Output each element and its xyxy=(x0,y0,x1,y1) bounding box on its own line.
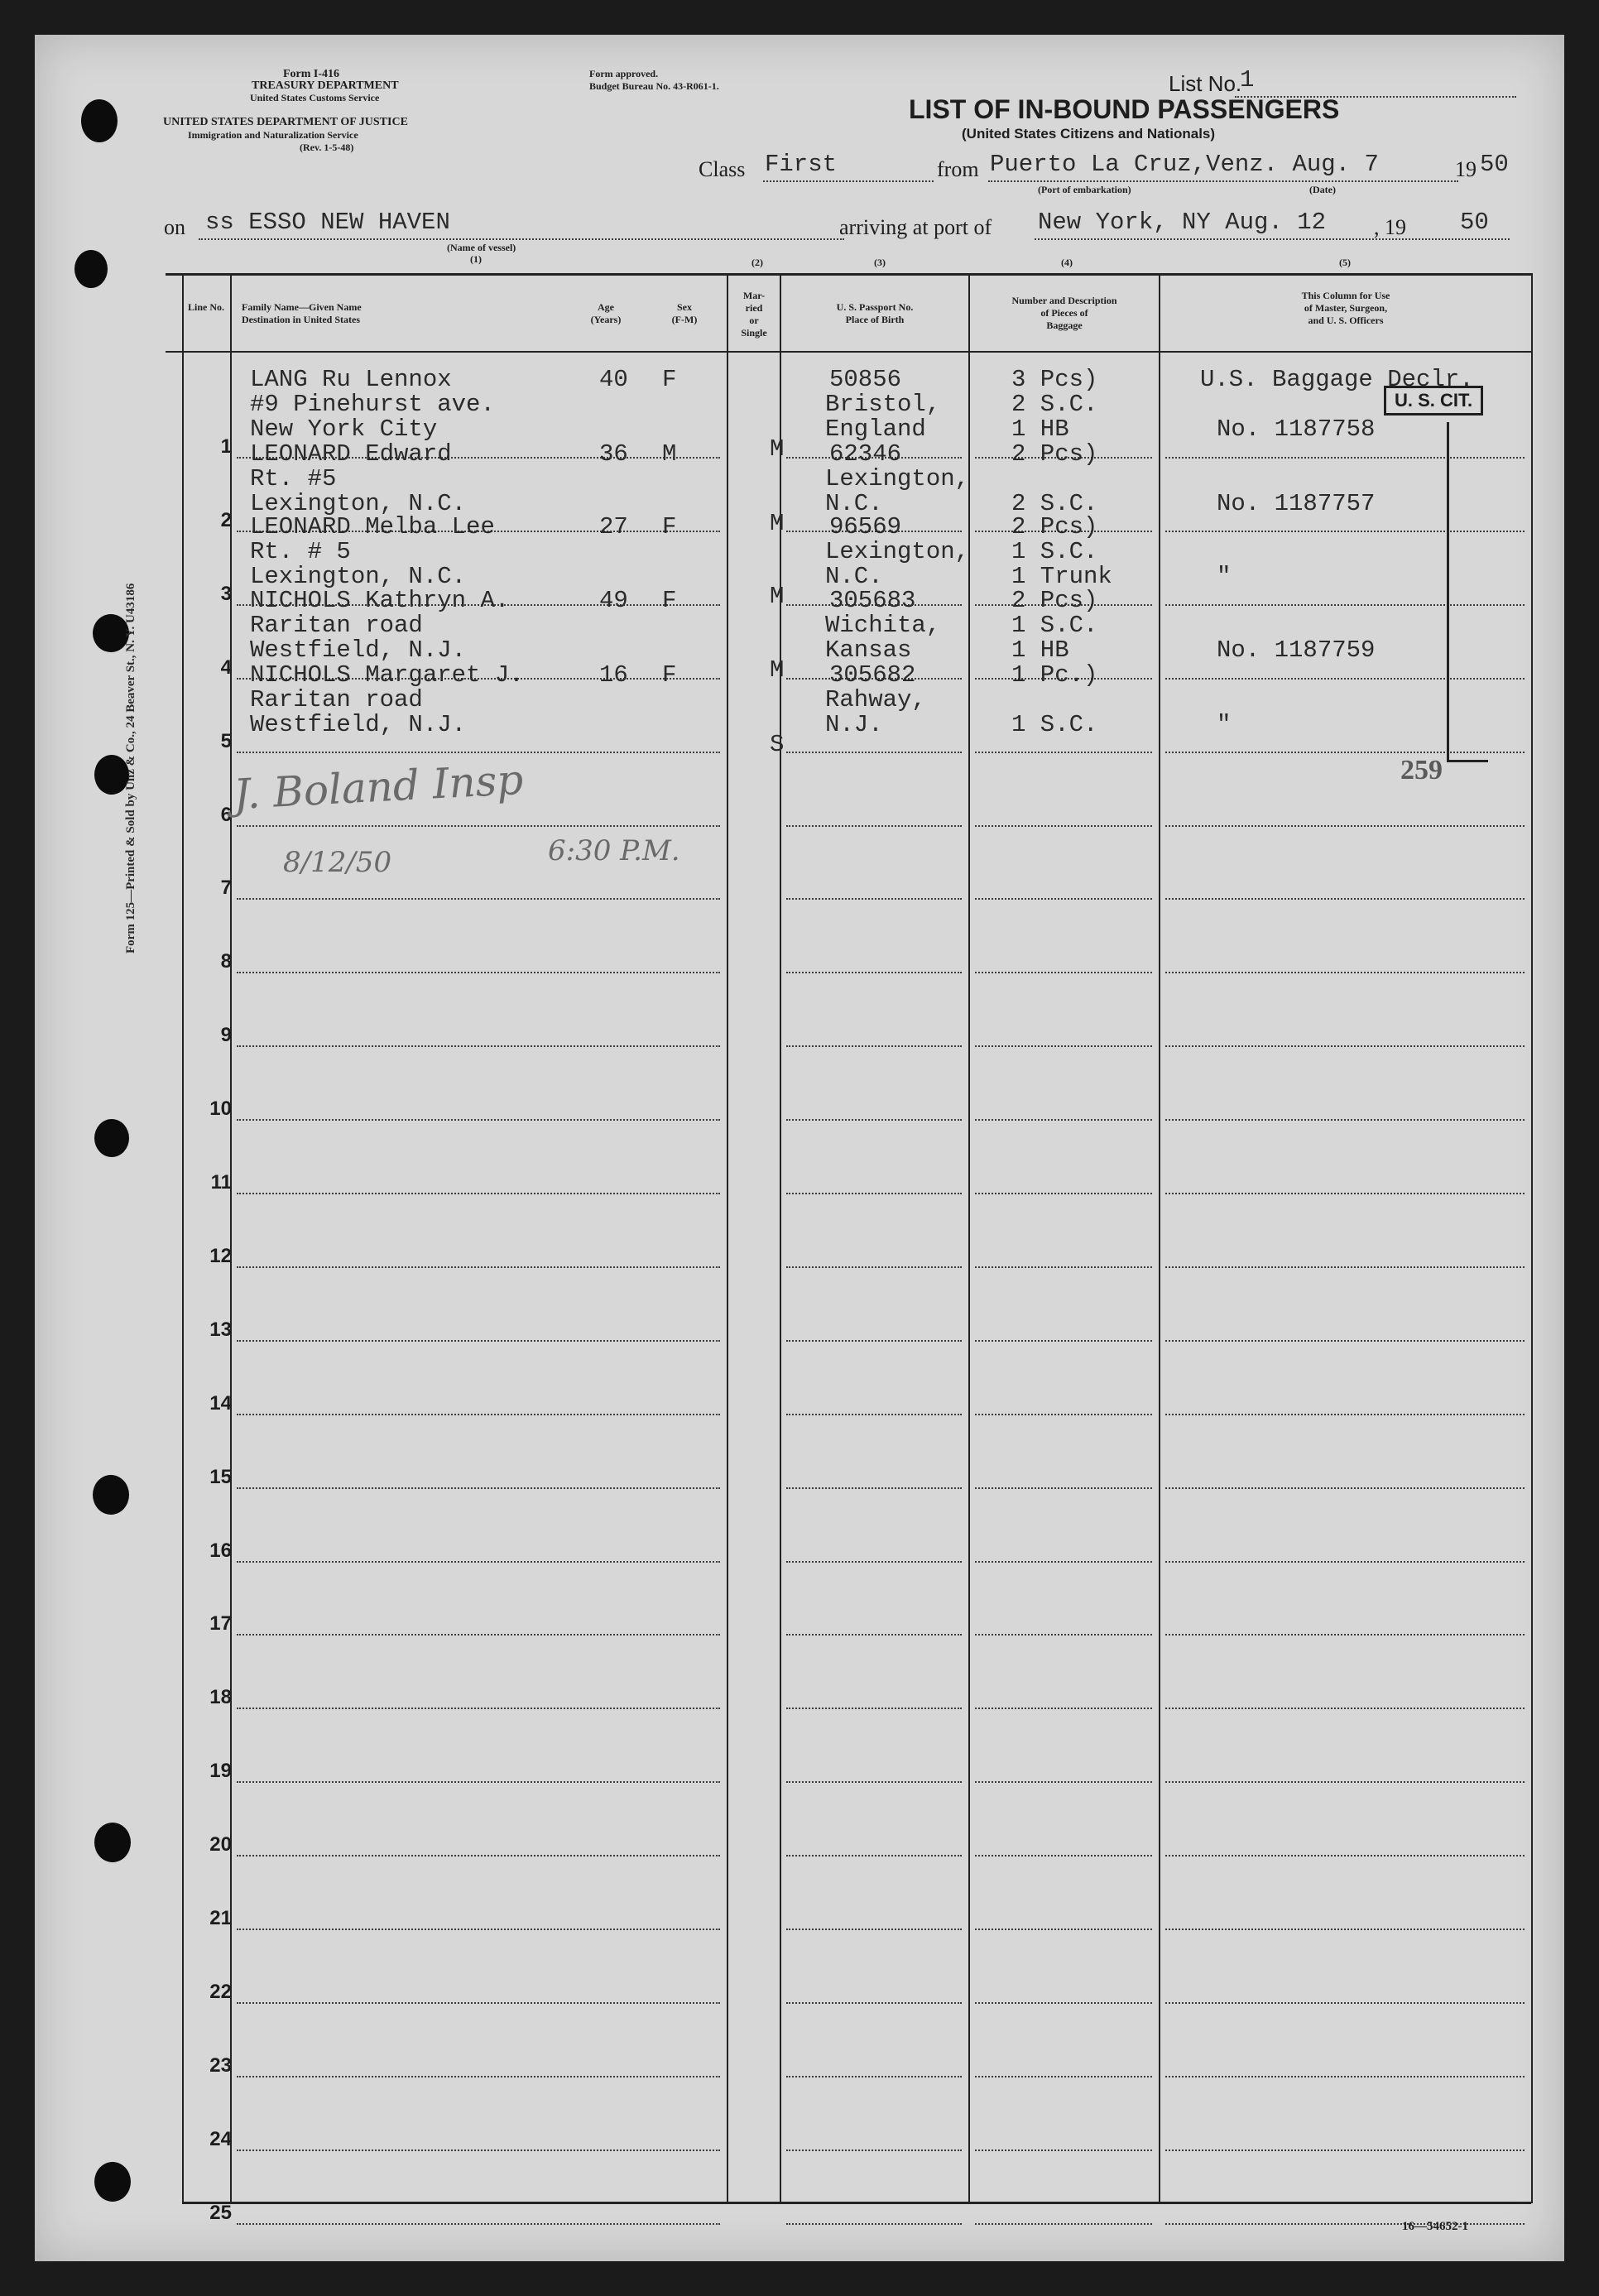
inspector-signature: J. Boland Insp xyxy=(232,755,525,819)
birthplace-line-2: N.C. xyxy=(825,490,883,517)
header-baggage-3: Baggage xyxy=(1046,319,1083,331)
passenger-name: NICHOLS Kathryn A. xyxy=(250,587,510,614)
header-officers-2: of Master, Surgeon, xyxy=(1304,302,1388,314)
header-married-2: ried xyxy=(745,302,763,314)
row-rule xyxy=(786,2223,962,2225)
row-rule xyxy=(975,1340,1152,1342)
row-rule xyxy=(237,1340,720,1342)
header-married-1: Mar- xyxy=(742,290,766,301)
passenger-sex: F xyxy=(662,661,677,689)
row-rule xyxy=(237,972,720,973)
line-number: 18 xyxy=(209,1686,232,1708)
baggage-line-3: 1 Trunk xyxy=(1011,563,1112,590)
page-subtitle: (United States Citizens and Nationals) xyxy=(962,126,1216,142)
row-rule xyxy=(1165,1414,1525,1415)
address-line-2: Westfield, N.J. xyxy=(250,711,467,738)
list-number-value: 1 xyxy=(1240,66,1255,94)
row-rule xyxy=(237,1781,720,1783)
from-line xyxy=(988,180,1458,182)
row-rule xyxy=(975,2002,1152,2004)
col-number-5: (5) xyxy=(1339,257,1351,268)
header-baggage-2: of Pieces of xyxy=(1040,307,1088,319)
manifest-page xyxy=(35,35,1564,2261)
passenger-sex: F xyxy=(662,513,677,540)
passenger-sex: F xyxy=(662,587,677,614)
row-rule xyxy=(1165,1340,1525,1342)
row-rule xyxy=(237,1119,720,1121)
header-birthplace: Place of Birth xyxy=(845,314,905,325)
row-rule xyxy=(237,2223,720,2225)
row-rule xyxy=(1165,531,1525,532)
passenger-name: LANG Ru Lennox xyxy=(250,366,452,393)
baggage-line-2: 2 S.C. xyxy=(1011,391,1098,418)
baggage-line-3: 1 S.C. xyxy=(1011,711,1098,738)
passenger-age: 49 xyxy=(599,587,628,614)
header-destination: Destination in United States xyxy=(242,314,361,325)
line-number: 4 xyxy=(220,656,232,679)
marital-status: M xyxy=(770,583,785,610)
row-rule xyxy=(975,2076,1152,2077)
header-age: Age xyxy=(598,301,614,313)
officer-note-1: U.S. Baggage Declr. xyxy=(1200,366,1474,393)
arriving-line xyxy=(1035,238,1510,240)
line-number: 8 xyxy=(220,950,232,973)
line-number: 10 xyxy=(209,1098,232,1120)
line-number: 12 xyxy=(209,1245,232,1267)
row-rule xyxy=(237,752,720,753)
row-rule xyxy=(786,972,962,973)
line-number: 22 xyxy=(209,1981,232,2003)
arriving-year-prefix: , 19 xyxy=(1374,215,1406,239)
form-number: Form I-416 xyxy=(283,68,340,80)
inspection-time: 6:30 P.M. xyxy=(548,834,680,867)
header-name: Family Name—Given Name xyxy=(242,301,362,313)
officer-note-2: No. 1187759 xyxy=(1217,636,1376,664)
class-value: First xyxy=(765,151,838,178)
header-sex-values: (F-M) xyxy=(671,314,698,325)
row-rule xyxy=(786,1929,962,1930)
row-rule xyxy=(1165,1781,1525,1783)
address-line-1: Rt. #5 xyxy=(250,465,337,492)
row-rule xyxy=(1165,1045,1525,1047)
row-rule xyxy=(786,1340,962,1342)
row-rule xyxy=(786,1119,962,1121)
header-age-unit: (Years) xyxy=(590,314,622,325)
birthplace-line-2: Kansas xyxy=(825,636,912,664)
row-rule xyxy=(975,825,1152,827)
header-officers-3: and U. S. Officers xyxy=(1308,315,1384,326)
line-number: 15 xyxy=(209,1466,232,1488)
vessel-column-number: (1) xyxy=(470,253,482,265)
row-rule xyxy=(1165,2223,1525,2225)
address-line-1: Raritan road xyxy=(250,612,423,639)
vessel-line xyxy=(199,238,844,240)
row-rule xyxy=(786,1561,962,1563)
passport-number: 305682 xyxy=(829,661,916,689)
line-number: 20 xyxy=(209,1833,232,1856)
baggage-line-3: 2 S.C. xyxy=(1011,490,1098,517)
row-rule xyxy=(237,1561,720,1563)
officer-note-2: No. 1187758 xyxy=(1217,415,1376,443)
line-number: 5 xyxy=(220,730,232,752)
stamp-number: 259 xyxy=(1400,755,1443,785)
line-number: 2 xyxy=(220,509,232,531)
birthplace-line-2: N.J. xyxy=(825,711,883,738)
year-prefix: 19 xyxy=(1455,157,1477,181)
ins-service: Immigration and Naturalization Service xyxy=(188,129,358,141)
line-number: 25 xyxy=(209,2202,232,2224)
col-number-2: (2) xyxy=(751,257,763,268)
row-rule xyxy=(975,1045,1152,1047)
baggage-line-1: 2 Pcs) xyxy=(1011,440,1098,468)
col-number-4: (4) xyxy=(1061,257,1073,268)
customs-service: United States Customs Service xyxy=(250,92,380,103)
passport-number: 50856 xyxy=(829,366,902,393)
birthplace-line-2: England xyxy=(825,415,926,443)
stamp-bracket-vertical xyxy=(1447,422,1449,761)
punch-hole xyxy=(94,2162,131,2202)
row-rule xyxy=(975,1266,1152,1268)
row-rule xyxy=(237,2149,720,2151)
col-divider-baggage xyxy=(1159,273,1160,2203)
col-divider-married xyxy=(780,273,781,2203)
year-value: 50 xyxy=(1480,151,1509,178)
baggage-line-2: 1 S.C. xyxy=(1011,538,1098,565)
row-rule xyxy=(1165,1708,1525,1709)
officer-note-2: " xyxy=(1217,563,1232,590)
row-rule xyxy=(786,898,962,900)
passenger-age: 16 xyxy=(599,661,628,689)
row-rule xyxy=(975,1193,1152,1194)
row-rule xyxy=(1165,604,1525,606)
row-rule xyxy=(237,1045,720,1047)
arriving-value: New York, NY Aug. 12 xyxy=(1038,209,1327,236)
arriving-year-value: 50 xyxy=(1460,209,1489,236)
row-rule xyxy=(237,2076,720,2077)
birthplace-line-1: Wichita, xyxy=(825,612,941,639)
row-rule xyxy=(237,1708,720,1709)
line-number: 11 xyxy=(210,1171,232,1194)
row-rule xyxy=(786,2002,962,2004)
line-number: 23 xyxy=(209,2054,232,2077)
row-rule xyxy=(1165,457,1525,459)
row-rule xyxy=(1165,1193,1525,1194)
row-rule xyxy=(975,898,1152,900)
vessel-value: ss ESSO NEW HAVEN xyxy=(205,209,450,236)
baggage-line-3: 1 HB xyxy=(1011,636,1069,664)
line-number: 9 xyxy=(220,1024,232,1046)
row-rule xyxy=(975,1119,1152,1121)
row-rule xyxy=(1165,825,1525,827)
line-number: 16 xyxy=(209,1539,232,1562)
list-number-label: List No. xyxy=(1169,71,1242,96)
row-rule xyxy=(975,1634,1152,1636)
baggage-line-1: 3 Pcs) xyxy=(1011,366,1098,393)
address-line-2: Lexington, N.C. xyxy=(250,490,467,517)
page-title: LIST OF IN-BOUND PASSENGERS xyxy=(909,94,1340,124)
line-number: 6 xyxy=(220,804,232,826)
passenger-sex: F xyxy=(662,366,677,393)
row-rule xyxy=(1165,1634,1525,1636)
birthplace-line-1: Bristol, xyxy=(825,391,941,418)
row-rule xyxy=(975,2223,1152,2225)
row-rule xyxy=(237,825,720,827)
arriving-label: arriving at port of xyxy=(839,215,992,239)
row-rule xyxy=(237,898,720,900)
birthplace-line-1: Lexington, xyxy=(825,465,970,492)
passenger-age: 36 xyxy=(599,440,628,468)
marital-status: M xyxy=(770,656,785,684)
row-rule xyxy=(975,1414,1152,1415)
header-sex: Sex xyxy=(677,301,692,313)
inspection-date: 8/12/50 xyxy=(283,846,392,879)
line-number: 13 xyxy=(209,1319,232,1341)
punch-hole xyxy=(81,99,118,142)
row-rule xyxy=(237,1414,720,1415)
row-rule xyxy=(786,1414,962,1415)
row-rule xyxy=(237,2002,720,2004)
row-rule xyxy=(1165,1855,1525,1856)
row-rule xyxy=(786,1193,962,1194)
address-line-1: #9 Pinehurst ave. xyxy=(250,391,495,418)
passenger-name: LEONARD Melba Lee xyxy=(250,513,495,540)
address-line-1: Rt. # 5 xyxy=(250,538,351,565)
table-right-border xyxy=(1531,273,1533,2203)
footer-form-code: 16—54652-1 xyxy=(1402,2220,1468,2233)
address-line-2: Westfield, N.J. xyxy=(250,636,467,664)
header-bottom-border xyxy=(166,351,1531,353)
on-label: on xyxy=(164,215,185,239)
treasury-department: TREASURY DEPARTMENT xyxy=(252,79,399,92)
row-rule xyxy=(237,1855,720,1856)
row-rule xyxy=(786,1045,962,1047)
header-line-no: Line No. xyxy=(187,301,224,313)
budget-bureau: Budget Bureau No. 43-R061-1. xyxy=(589,80,719,92)
row-rule xyxy=(237,1634,720,1636)
punch-hole xyxy=(94,1823,131,1862)
row-rule xyxy=(975,1929,1152,1930)
line-number: 14 xyxy=(209,1392,232,1415)
address-line-2: Lexington, N.C. xyxy=(250,563,467,590)
line-number: 21 xyxy=(209,1907,232,1929)
row-rule xyxy=(1165,678,1525,680)
row-rule xyxy=(786,2076,962,2077)
col-divider-name xyxy=(727,273,728,2203)
row-rule xyxy=(975,972,1152,973)
table-top-border xyxy=(166,273,1531,276)
row-rule xyxy=(786,825,962,827)
row-rule xyxy=(1165,2002,1525,2004)
punch-hole xyxy=(94,1119,129,1157)
baggage-line-2: 1 S.C. xyxy=(1011,612,1098,639)
marital-status: M xyxy=(770,435,785,463)
baggage-line-3: 1 HB xyxy=(1011,415,1069,443)
birthplace-line-1: Lexington, xyxy=(825,538,970,565)
row-rule xyxy=(975,1855,1152,1856)
marital-status: S xyxy=(770,731,785,758)
row-rule xyxy=(786,1708,962,1709)
officer-note-2: No. 1187757 xyxy=(1217,490,1376,517)
line-number: 19 xyxy=(209,1760,232,1782)
row-rule xyxy=(1165,1561,1525,1563)
row-rule xyxy=(1165,1119,1525,1121)
punch-hole xyxy=(93,1475,129,1515)
row-rule xyxy=(1165,2076,1525,2077)
row-rule xyxy=(237,1193,720,1194)
row-rule xyxy=(975,2149,1152,2151)
date-caption: (Date) xyxy=(1309,184,1336,195)
row-rule xyxy=(975,1708,1152,1709)
header-passport: U. S. Passport No. xyxy=(836,301,914,313)
passenger-name: NICHOLS Margaret J. xyxy=(250,661,524,689)
row-rule xyxy=(786,1781,962,1783)
row-rule xyxy=(786,2149,962,2151)
row-rule xyxy=(1165,1487,1525,1489)
row-rule xyxy=(1165,1266,1525,1268)
row-rule xyxy=(1165,898,1525,900)
department-of-justice: UNITED STATES DEPARTMENT OF JUSTICE xyxy=(163,116,408,128)
passenger-sex: M xyxy=(662,440,677,468)
row-rule xyxy=(1165,1929,1525,1930)
marital-status: M xyxy=(770,510,785,537)
line-number: 24 xyxy=(209,2128,232,2150)
birthplace-line-1: Rahway, xyxy=(825,686,926,713)
row-rule xyxy=(1165,752,1525,753)
vessel-caption: (Name of vessel) xyxy=(447,242,516,253)
printer-imprint: Form 125—Printed & Sold by Unz & Co., 24 Beaver St., N. Y. U43186 xyxy=(124,583,137,953)
row-rule xyxy=(786,1634,962,1636)
row-rule xyxy=(1165,2149,1525,2151)
stamp-bracket-bottom xyxy=(1447,760,1488,762)
table-bottom-border xyxy=(182,2202,1531,2204)
passenger-age: 27 xyxy=(599,513,628,540)
header-officers-1: This Column for Use xyxy=(1301,290,1390,301)
header-baggage-1: Number and Description xyxy=(1011,295,1117,306)
line-number: 1 xyxy=(220,435,232,458)
passport-number: 62346 xyxy=(829,440,902,468)
from-label: from xyxy=(937,157,979,181)
from-value: Puerto La Cruz,Venz. Aug. 7 xyxy=(990,151,1379,178)
port-embarkation-caption: (Port of embarkation) xyxy=(1038,184,1131,195)
baggage-line-1: 2 Pcs) xyxy=(1011,587,1098,614)
punch-hole xyxy=(74,250,108,288)
row-rule xyxy=(975,752,1152,753)
header-married-4: Single xyxy=(741,327,767,339)
baggage-line-1: 1 Pc.) xyxy=(1011,661,1098,689)
revision-date: (Rev. 1-5-48) xyxy=(300,142,354,153)
line-number: 17 xyxy=(209,1612,232,1635)
row-rule xyxy=(975,1781,1152,1783)
row-rule xyxy=(975,1487,1152,1489)
address-line-1: Raritan road xyxy=(250,686,423,713)
class-label: Class xyxy=(699,157,746,181)
passport-number: 305683 xyxy=(829,587,916,614)
col-number-3: (3) xyxy=(874,257,886,268)
line-number: 3 xyxy=(220,583,232,605)
header-married-3: or xyxy=(749,315,759,326)
address-line-2: New York City xyxy=(250,415,438,443)
passport-number: 96569 xyxy=(829,513,902,540)
line-number: 7 xyxy=(220,877,232,899)
class-line xyxy=(763,180,934,182)
form-approved: Form approved. xyxy=(589,68,659,79)
birthplace-line-2: N.C. xyxy=(825,563,883,590)
passenger-age: 40 xyxy=(599,366,628,393)
row-rule xyxy=(1165,972,1525,973)
row-rule xyxy=(237,1929,720,1930)
row-rule xyxy=(237,1266,720,1268)
row-rule xyxy=(237,1487,720,1489)
row-rule xyxy=(786,752,962,753)
baggage-line-1: 2 Pcs) xyxy=(1011,513,1098,540)
row-rule xyxy=(786,1855,962,1856)
us-citizen-stamp: U. S. CIT. xyxy=(1384,386,1483,415)
officer-note-2: " xyxy=(1217,711,1232,738)
row-rule xyxy=(786,1266,962,1268)
row-rule xyxy=(975,1561,1152,1563)
passenger-name: LEONARD Edward xyxy=(250,440,452,468)
row-rule xyxy=(786,1487,962,1489)
